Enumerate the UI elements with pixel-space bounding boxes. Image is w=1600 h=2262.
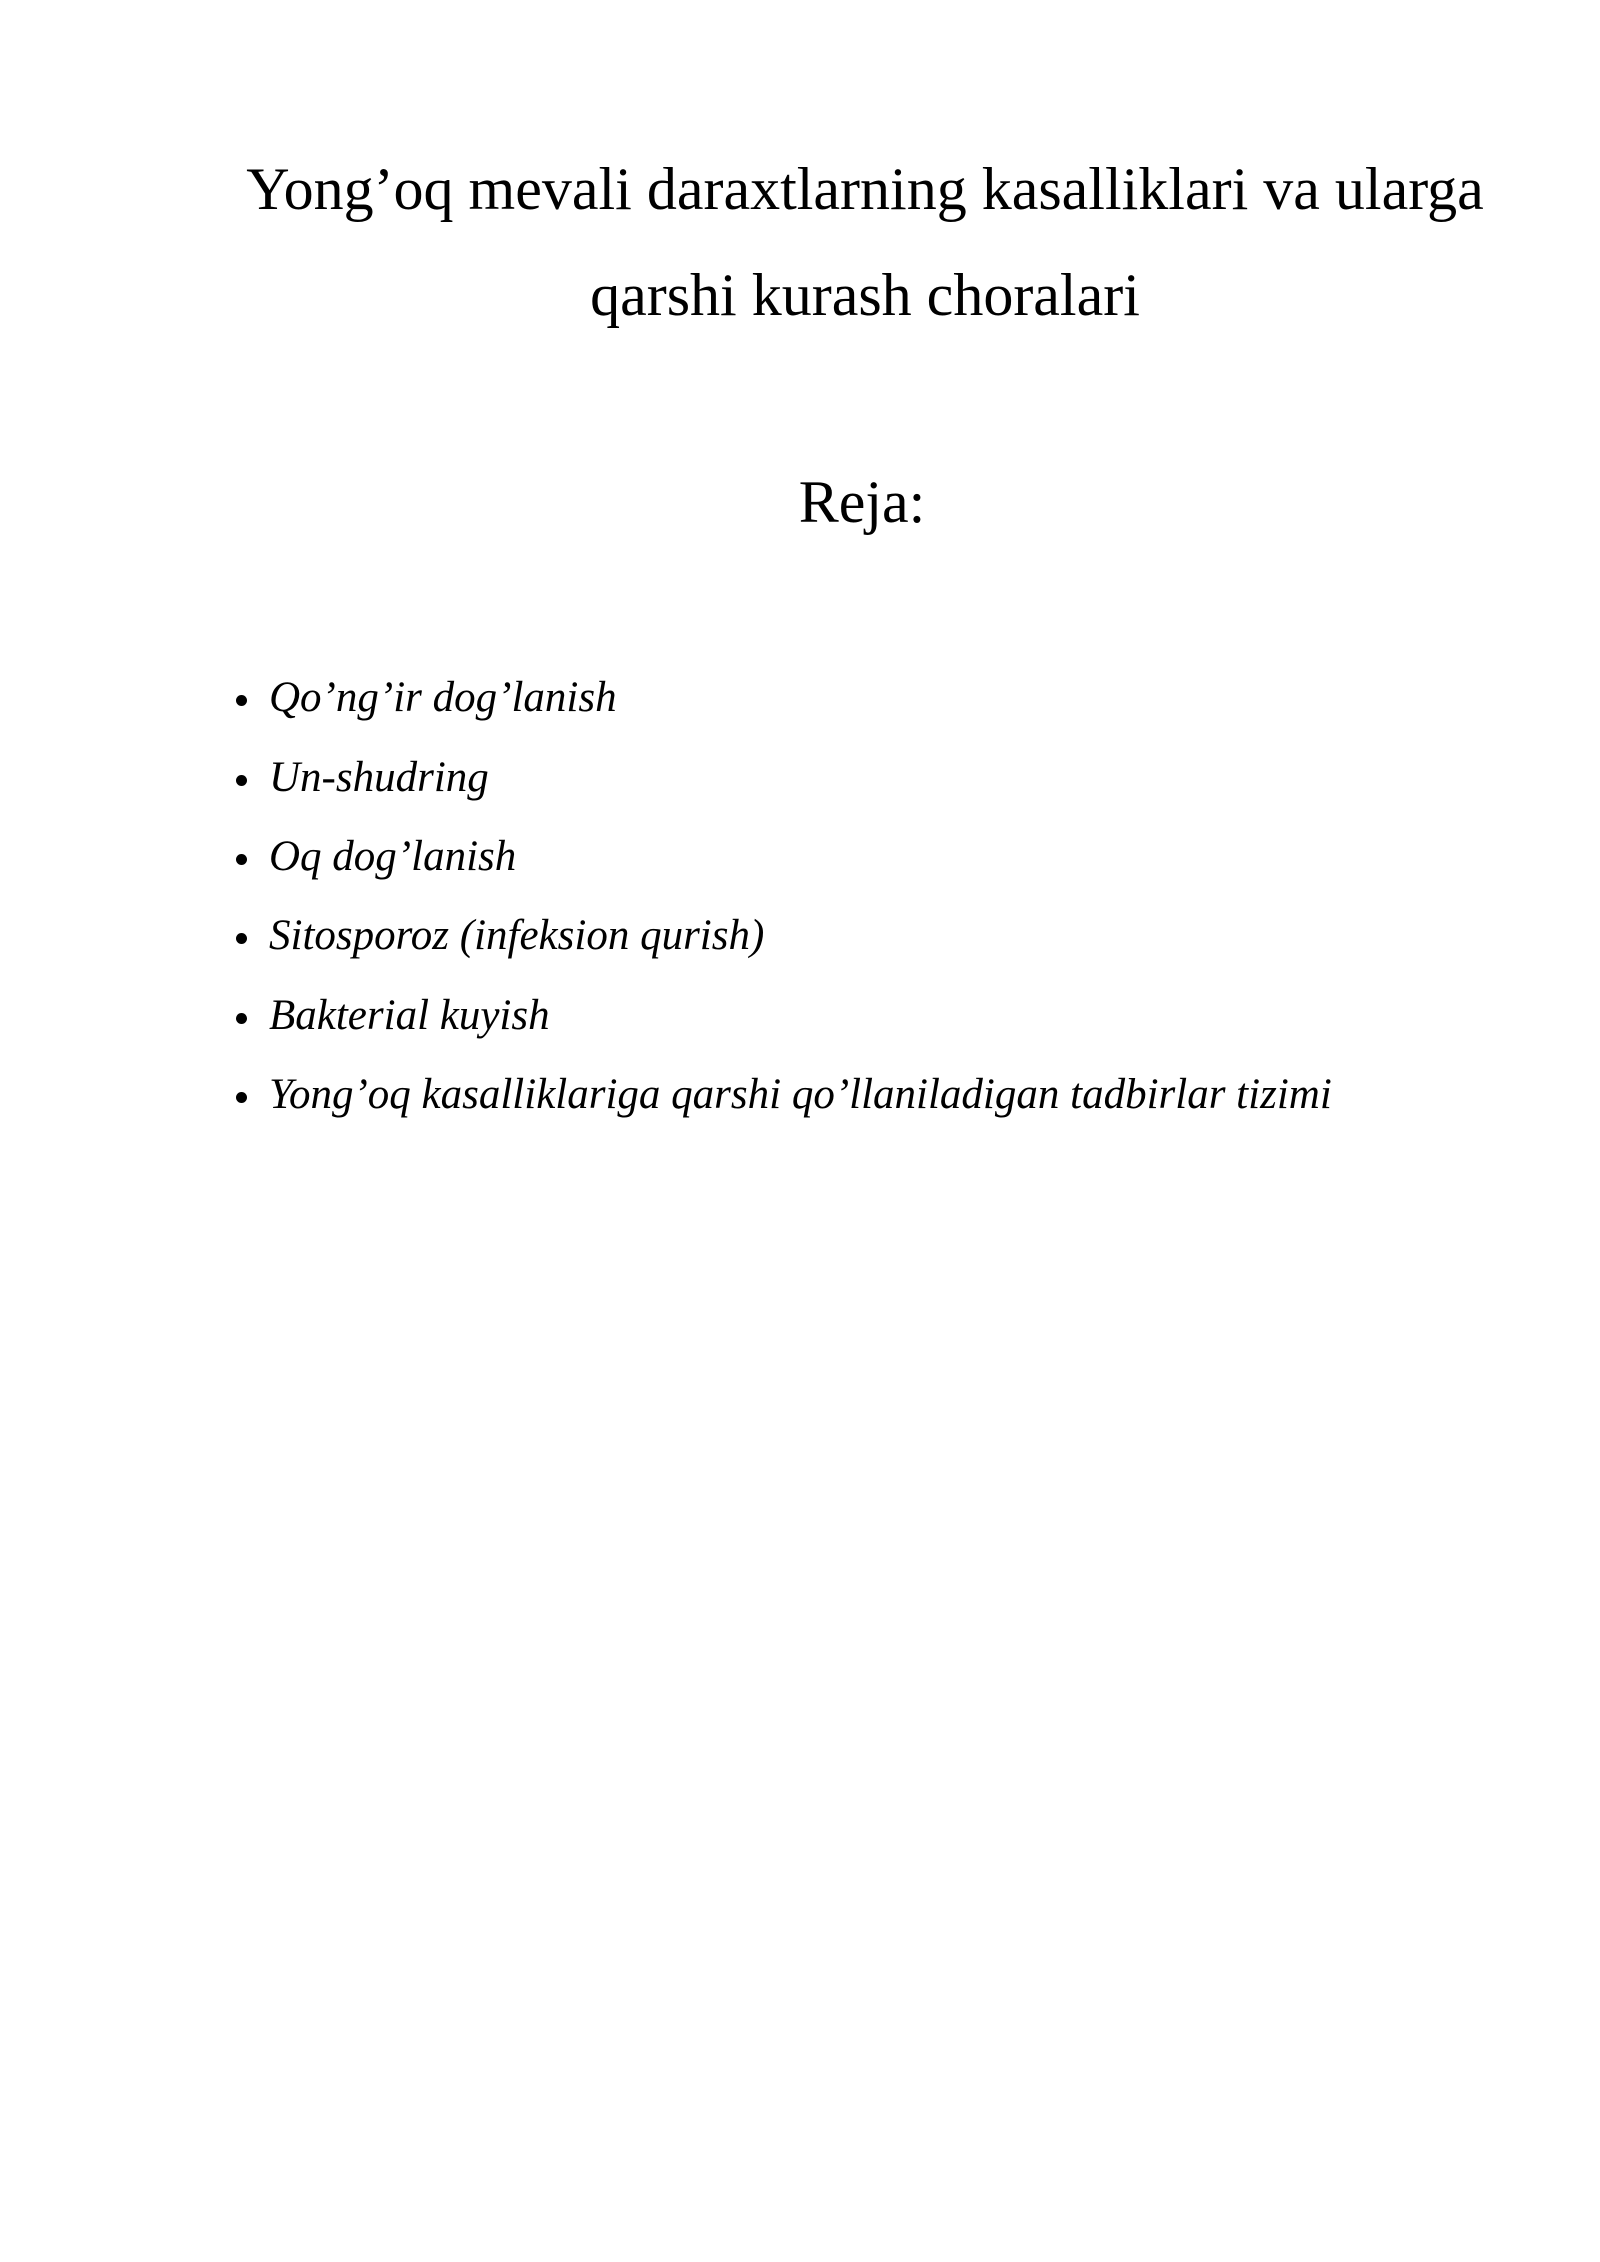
plan-item-text: Oq dog’lanish: [269, 832, 517, 880]
bullet-icon: [236, 695, 247, 706]
plan-item: [236, 658, 1536, 737]
plan-item-text: Sitosporoz (infeksion qurish): [269, 912, 765, 960]
plan-heading: Reja:: [798, 469, 926, 535]
plan-item-text: Un-shudring: [269, 753, 489, 801]
plan-list: [236, 658, 1536, 1134]
plan-item: [236, 737, 1536, 816]
document-title: [240, 136, 1490, 348]
plan-item-text: Bakterial kuyish: [269, 991, 550, 1039]
bullet-icon: [236, 854, 247, 865]
title-line-1: Yong’oq mevali daraxtlarning kasalliklari va ularga: [246, 156, 1484, 222]
title-line-2: qarshi kurash choralari: [590, 262, 1140, 328]
plan-item: [236, 976, 1536, 1055]
bullet-icon: [236, 1013, 247, 1024]
bullet-icon: [236, 1092, 247, 1103]
plan-item: [236, 1055, 1536, 1134]
bullet-icon: [236, 933, 247, 944]
bullet-icon: [236, 775, 247, 786]
plan-item: [236, 896, 1536, 975]
plan-item: [236, 817, 1536, 896]
plan-item-text: Yong’oq kasalliklariga qarshi qo’llaniladigan tadbirlar tizimi: [269, 1071, 1332, 1119]
plan-item-text: Qo’ng’ir dog’lanish: [269, 674, 617, 722]
